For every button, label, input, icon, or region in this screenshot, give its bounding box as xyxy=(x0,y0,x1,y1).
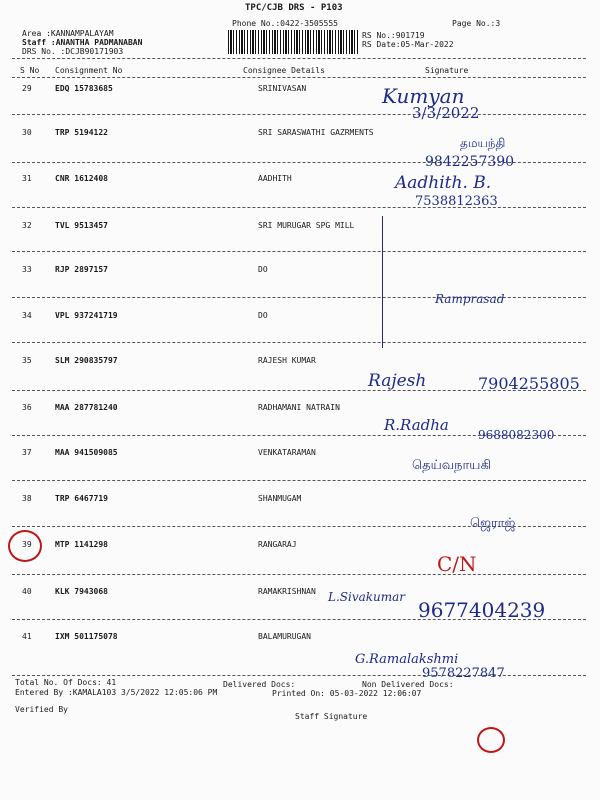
row-consignment: TRP 5194122 xyxy=(55,128,108,137)
signature-29-date: 3/3/2022 xyxy=(412,104,480,122)
header-divider-bottom xyxy=(12,77,586,78)
non-delivered-docs: Non Delivered Docs: xyxy=(362,680,454,689)
row-divider xyxy=(12,342,586,343)
row-sno: 32 xyxy=(22,221,32,230)
row-consignment: CNR 1612408 xyxy=(55,174,108,183)
table-row xyxy=(0,84,600,126)
total-docs: Total No. Of Docs: 41 xyxy=(15,678,117,687)
row-divider xyxy=(12,480,586,481)
row-sno: 38 xyxy=(22,494,32,503)
table-row xyxy=(0,632,600,674)
table-row xyxy=(0,174,600,216)
column-header-consignment: Consignment No xyxy=(55,66,123,75)
signature-38-tamil: ஜெராஜ் xyxy=(470,516,516,531)
row-consignee: RAJESH KUMAR xyxy=(258,356,316,365)
header-divider-top xyxy=(12,58,586,59)
rs-number: RS No.:901719 xyxy=(362,31,425,40)
signature-29: Kumyan xyxy=(382,84,465,108)
row-consignee: SRI SARASWATHI GAZRMENTS xyxy=(258,128,374,137)
row-consignee: BALAMURUGAN xyxy=(258,632,311,641)
row-consignee: RAMAKRISHNAN xyxy=(258,587,316,596)
row-consignee: VENKATARAMAN xyxy=(258,448,316,457)
row-sno: 41 xyxy=(22,632,32,641)
entered-by: Entered By :KAMALA103 3/5/2022 12:05:06 PM xyxy=(15,688,218,697)
row-sno: 37 xyxy=(22,448,32,457)
row-sno: 35 xyxy=(22,356,32,365)
row-consignee: RADHAMANI NATRAIN xyxy=(258,403,340,412)
drs-number: DRS No. :DCJB90171903 xyxy=(22,47,124,56)
column-header-consignee: Consignee Details xyxy=(243,66,325,75)
row-consignment: TRP 6467719 xyxy=(55,494,108,503)
table-row xyxy=(0,448,600,490)
signature-31: Aadhith. B. xyxy=(395,173,492,193)
document-title: TPC/CJB DRS - P103 xyxy=(245,3,343,13)
row-divider xyxy=(12,114,586,115)
signature-35: Rajesh xyxy=(368,371,427,391)
signature-30-phone: 9842257390 xyxy=(425,154,515,170)
table-row xyxy=(0,265,600,307)
signature-41: G.Ramalakshmi xyxy=(355,652,459,667)
row-consignment: EDQ 15783685 xyxy=(55,84,113,93)
area-field: Area :KANNAMPALAYAM xyxy=(22,29,114,38)
page-number: Page No.:3 xyxy=(452,19,501,28)
row-sno: 39 xyxy=(22,540,32,549)
barcode-image xyxy=(228,30,358,54)
row-consignee: DO xyxy=(258,311,268,320)
row-divider xyxy=(12,574,586,575)
row-sno: 36 xyxy=(22,403,32,412)
row-consignment: TVL 9513457 xyxy=(55,221,108,230)
rs-date: RS Date:05-Mar-2022 xyxy=(362,40,454,49)
verified-by: Verified By xyxy=(15,705,68,714)
phone-number: Phone No.:0422-3505555 xyxy=(232,19,338,28)
row-consignment: VPL 937241719 xyxy=(55,311,118,320)
row-consignment: SLM 290835797 xyxy=(55,356,118,365)
row-consignee: DO xyxy=(258,265,268,274)
row-consignee: SHANMUGAM xyxy=(258,494,302,503)
signature-37-tamil: தெய்வநாயகி xyxy=(412,458,492,473)
table-row xyxy=(0,540,600,582)
table-row xyxy=(0,221,600,263)
signature-36-phone: 9688082300 xyxy=(478,428,555,442)
row-sno: 31 xyxy=(22,174,32,183)
signature-36: R.Radha xyxy=(384,416,449,434)
row-consignee: AADHITH xyxy=(258,174,292,183)
row-consignee: SRINIVASAN xyxy=(258,84,307,93)
row-consignment: KLK 7943068 xyxy=(55,587,108,596)
row-sno: 40 xyxy=(22,587,32,596)
row-consignment: MAA 941509085 xyxy=(55,448,118,457)
note-cn: C/N xyxy=(437,552,477,576)
signature-40: L.Sivakumar xyxy=(328,590,406,604)
row-sno: 33 xyxy=(22,265,32,274)
row-sno: 30 xyxy=(22,128,32,137)
staff-signature-label: Staff Signature xyxy=(295,712,368,721)
row-sno: 29 xyxy=(22,84,32,93)
row-divider xyxy=(12,251,586,252)
signature-33: Ramprasad xyxy=(435,292,505,306)
row-consignment: RJP 2897157 xyxy=(55,265,108,274)
row-consignment: IXM 501175078 xyxy=(55,632,118,641)
signature-40-phone: 9677404239 xyxy=(418,598,546,622)
row-consignee: RANGARAJ xyxy=(258,540,297,549)
staff-field: Staff :ANANTHA PADMANABAN xyxy=(22,38,143,47)
row-consignment: MTP 1141298 xyxy=(55,540,108,549)
row-divider xyxy=(12,207,586,208)
signature-31-phone: 7538812363 xyxy=(415,194,498,209)
table-row xyxy=(0,311,600,353)
signature-41-phone: 9578227847 xyxy=(422,666,505,681)
signature-35-phone: 7904255805 xyxy=(478,374,580,393)
row-sno: 34 xyxy=(22,311,32,320)
red-circle-mark xyxy=(8,530,42,562)
signature-30-tamil: தமயந்தி xyxy=(460,136,506,150)
delivered-docs: Delivered Docs: xyxy=(223,680,296,689)
row-consignment: MAA 287781240 xyxy=(55,403,118,412)
column-header-sno: S No xyxy=(20,66,40,75)
printed-on: Printed On: 05-03-2022 12:06:07 xyxy=(272,689,422,698)
column-header-signature: Signature xyxy=(425,66,469,75)
bracket-line xyxy=(382,216,383,348)
red-circle-mark xyxy=(477,727,505,753)
row-consignee: SRI MURUGAR SPG MILL xyxy=(258,221,355,230)
